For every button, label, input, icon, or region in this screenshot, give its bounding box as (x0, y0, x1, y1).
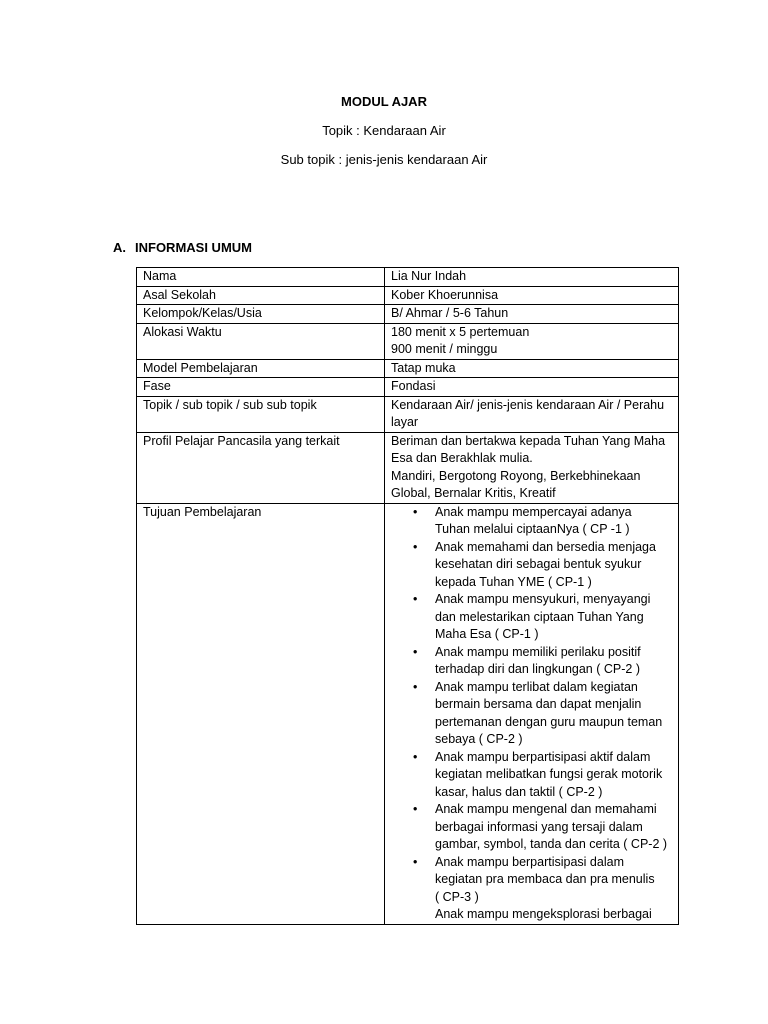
list-item (435, 906, 672, 924)
list-item-line: terhadap diri dan lingkungan ( CP-2 ) (435, 662, 640, 676)
list-item-line: kasar, halus dan taktil ( CP-2 ) (435, 784, 603, 799)
table-row (137, 268, 679, 287)
table-row (137, 323, 679, 359)
value-line: Lia Nur Indah (391, 269, 467, 283)
list-item-line: • Anak mampu berpartisipasi dalam (435, 854, 624, 869)
list-item-line: kegiatan melibatkan fungsi gerak motorik (435, 767, 663, 781)
value-line: 180 menit x 5 pertemuan (391, 324, 530, 339)
list-item (435, 591, 672, 644)
list-item (435, 749, 672, 802)
table-row (137, 396, 679, 432)
list-item-line: kesehatan diri sebagai bentuk syukur (435, 557, 642, 571)
list-item (435, 539, 672, 592)
list-item (435, 801, 672, 854)
list-item-line: • Anak mampu memiliki perilaku positif (435, 644, 641, 659)
section-heading (113, 240, 252, 255)
list-item-line: bermain bersama dan dapat menjalin (435, 697, 642, 711)
table-row (137, 305, 679, 324)
row-label: Fase (137, 378, 385, 397)
info-table (136, 267, 679, 925)
section-title: INFORMASI UMUM (135, 240, 252, 255)
row-label: Asal Sekolah (137, 286, 385, 305)
list-item-line: Maha Esa ( CP-1 ) (435, 627, 539, 641)
value-line: 900 menit / minggu (391, 342, 498, 356)
list-item-line: gambar, symbol, tanda dan cerita ( CP-2 ) (435, 837, 668, 851)
row-label: Nama (137, 268, 385, 287)
value-line: Global, Bernalar Kritis, Kreatif (391, 486, 556, 500)
goals-label: Tujuan Pembelajaran (137, 503, 385, 925)
value-line: Tatap muka (391, 360, 456, 375)
value-line: Mandiri, Bergotong Royong, Berkebhinekaan (391, 468, 641, 483)
value-line: Kober Khoerunnisa (391, 287, 499, 302)
list-item-line: pertemanan dengan guru maupun teman (435, 714, 663, 729)
list-item-line: ( CP-3 ) (435, 889, 479, 904)
row-value (385, 305, 679, 324)
value-line: Esa dan Berakhlak mulia. (391, 451, 533, 465)
doc-subtopic: Sub topik : jenis-jenis kendaraan Air (280, 152, 488, 167)
table-row-goals (137, 503, 679, 925)
list-item-line: sebaya ( CP-2 ) (435, 732, 523, 746)
row-value (385, 378, 679, 397)
row-value (385, 323, 679, 359)
doc-title: MODUL AJAR (341, 94, 427, 109)
list-item-line: • Anak mampu mensyukuri, menyayangi (435, 592, 651, 606)
goals-list (391, 504, 672, 925)
list-item (435, 854, 672, 907)
list-item-line: dan melestarikan ciptaan Tuhan Yang (435, 609, 644, 624)
value-line: Kendaraan Air/ jenis-jenis kendaraan Air / Perahu (391, 397, 665, 412)
list-item (435, 679, 672, 749)
list-item (435, 504, 672, 539)
table-row (137, 359, 679, 378)
list-item-line: Tuhan melalui ciptaanNya ( CP -1 ) (435, 522, 630, 536)
row-value (385, 396, 679, 432)
goals-list-cell (385, 503, 679, 925)
row-label: Profil Pelajar Pancasila yang terkait (137, 432, 385, 503)
row-value (385, 359, 679, 378)
list-item-line: kegiatan pra membaca dan pra menulis (435, 872, 655, 886)
value-line: layar (391, 415, 419, 429)
row-value (385, 268, 679, 287)
row-label: Topik / sub topik / sub sub topik (137, 396, 385, 432)
list-item-line: • Anak mampu mengenal dan memahami (435, 802, 657, 816)
value-line: Beriman dan bertakwa kepada Tuhan Yang Maha (391, 433, 666, 448)
row-label: Alokasi Waktu (137, 323, 385, 359)
list-item-line: • Anak mampu mengeksplorasi berbagai (435, 907, 652, 921)
row-label: Model Pembelajaran (137, 359, 385, 378)
list-item (435, 644, 672, 679)
value-line: Fondasi (391, 379, 436, 393)
value-line: B/ Ahmar / 5-6 Tahun (391, 306, 509, 320)
table-row (137, 432, 679, 503)
row-value (385, 286, 679, 305)
list-item-line: kepada Tuhan YME ( CP-1 ) (435, 574, 592, 589)
doc-topic: Topik : Kendaraan Air (322, 123, 446, 138)
list-item-line: • Anak memahami dan bersedia menjaga (435, 539, 656, 554)
row-label: Kelompok/Kelas/Usia (137, 305, 385, 324)
table-row (137, 378, 679, 397)
table-row (137, 286, 679, 305)
row-value (385, 432, 679, 503)
list-item-line: berbagai informasi yang tersaji dalam (435, 819, 643, 834)
list-item-line: • Anak mampu terlibat dalam kegiatan (435, 679, 638, 694)
list-item-line: • Anak mampu mempercayai adanya (435, 504, 632, 519)
section-letter: A. (113, 240, 126, 255)
list-item-line: • Anak mampu berpartisipasi aktif dalam (435, 749, 651, 764)
